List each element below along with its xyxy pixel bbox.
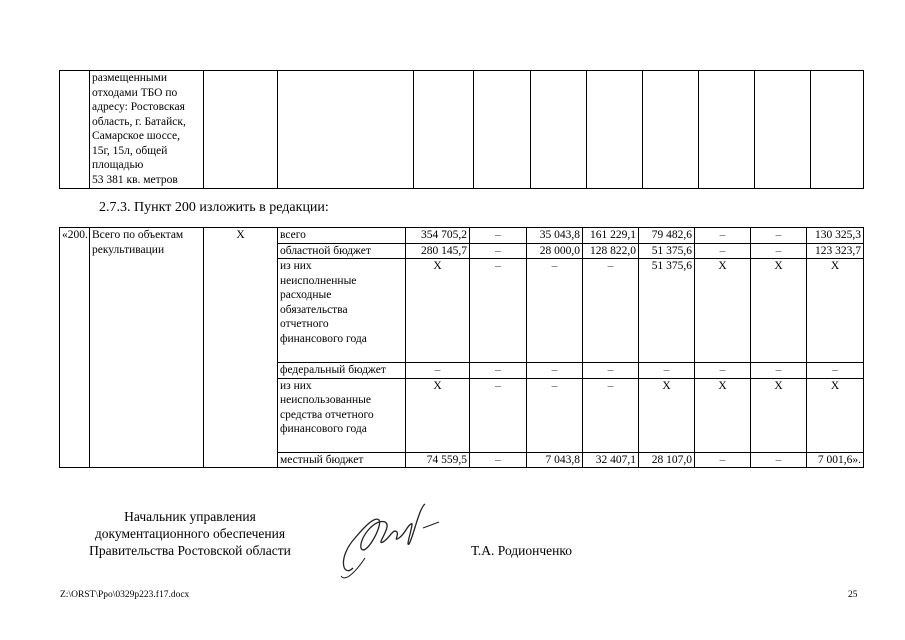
executor-cell: Х [204,228,278,468]
description-line: 15г, 15л, общей [92,144,168,157]
value-cell: 354 705,2 [406,228,470,244]
budget-source-line: всего [280,229,306,241]
value-cell: 7 043,8 [527,452,583,468]
signature-block [60,508,320,559]
value-cell: 128 822,0 [583,243,639,259]
page-number: 25 [848,590,858,600]
value-cell: 280 145,7 [406,243,470,259]
budget-source-cell [278,378,406,452]
value-cell: – [470,228,527,244]
budget-source-line: отчетного [280,318,329,330]
budget-source-line: областной бюджет [280,244,371,257]
item-name-cell [90,228,204,468]
value-cell: – [751,243,807,259]
budget-source-cell [278,259,406,363]
budget-source-line: неисполненные [280,274,357,287]
value-cell: – [583,378,639,452]
budget-source-line: из них [280,379,312,392]
value-cell: – [583,259,639,363]
value-cell: – [470,259,527,363]
value-cell: 51 375,6 [639,259,695,363]
value-cell: 7 001,6». [807,452,864,468]
description-line: 53 381 кв. метров [92,173,178,186]
value-cell: – [807,363,864,379]
budget-source-line: обязательства [280,303,348,316]
value-cell: 161 229,1 [583,228,639,244]
value-cell: 130 325,3 [807,228,864,244]
budget-source-cell [278,363,406,379]
budget-table [59,227,864,468]
signer-name: Т.А. Родионченко [471,543,572,558]
value-cell: – [470,452,527,468]
value-cell: Х [406,259,470,363]
description-cell [90,71,204,189]
value-cell: – [751,452,807,468]
description-line: адресу: Ростовская [92,101,185,113]
value-cell: 79 482,6 [639,228,695,244]
value-cell: – [470,243,527,259]
budget-source-line: из них [280,260,312,272]
value-cell: Х [751,259,807,363]
value-cell: Х [695,378,751,452]
value-cell: – [470,378,527,452]
handwritten-signature [335,498,445,583]
value-cell: – [583,363,639,379]
item-name-line: рекультивации [92,243,165,256]
signature-title-line: Правительства Ростовской области [89,543,291,558]
budget-source-line: средства отчетного [280,408,374,421]
value-cell: – [527,259,583,363]
budget-source-line: финансового года [280,332,367,345]
value-cell: 28 000,0 [527,243,583,259]
value-cell: – [527,363,583,379]
value-cell: – [751,228,807,244]
value-cell: Х [695,259,751,363]
value-cell: – [695,452,751,468]
budget-source-line: федеральный бюджет [280,364,386,376]
value-cell: Х [807,378,864,452]
budget-source-line: финансового года [280,423,367,435]
value-cell: – [527,378,583,452]
budget-source-line: неиспользованные [280,394,372,406]
value-cell: – [751,363,807,379]
value-cell: Х [639,378,695,452]
item-number-cell: «200. [60,228,90,468]
value-cell: – [470,363,527,379]
value-cell: – [695,363,751,379]
number-cell [60,71,90,189]
budget-source-line: местный бюджет [280,453,364,466]
table-row [60,228,864,244]
description-line: Самарское шоссе, [92,130,181,142]
signature-title-line: документационного обеспечения [94,526,286,541]
value-cell: – [695,243,751,259]
continuation-table [59,70,864,189]
value-cell: 51 375,6 [639,243,695,259]
description-line: область, г. Батайск, [92,115,186,128]
budget-source-cell [278,243,406,259]
value-cell: 32 407,1 [583,452,639,468]
value-cell: 35 043,8 [527,228,583,244]
budget-source-cell [278,228,406,244]
table-row [60,71,864,189]
description-line: размещенными [92,72,168,84]
value-cell: 74 559,5 [406,452,470,468]
value-cell: – [639,363,695,379]
signature-title-line: Начальник управления [124,509,256,524]
section-heading: 2.7.3. Пункт 200 изложить в редакции: [99,200,329,215]
description-line: отходами ТБО по [92,86,178,99]
value-cell: – [406,363,470,379]
value-cell: Х [751,378,807,452]
value-cell: Х [807,259,864,363]
footer-file-path: Z:\ORST\Ppo\0329p223.f17.docx [60,590,190,600]
value-cell: – [695,228,751,244]
value-cell: Х [406,378,470,452]
budget-source-cell [278,452,406,468]
item-name-line: Всего по объектам [92,229,184,241]
description-line: площадью [92,159,144,171]
value-cell: 28 107,0 [639,452,695,468]
budget-source-line: расходные [280,289,332,301]
value-cell: 123 323,7 [807,243,864,259]
